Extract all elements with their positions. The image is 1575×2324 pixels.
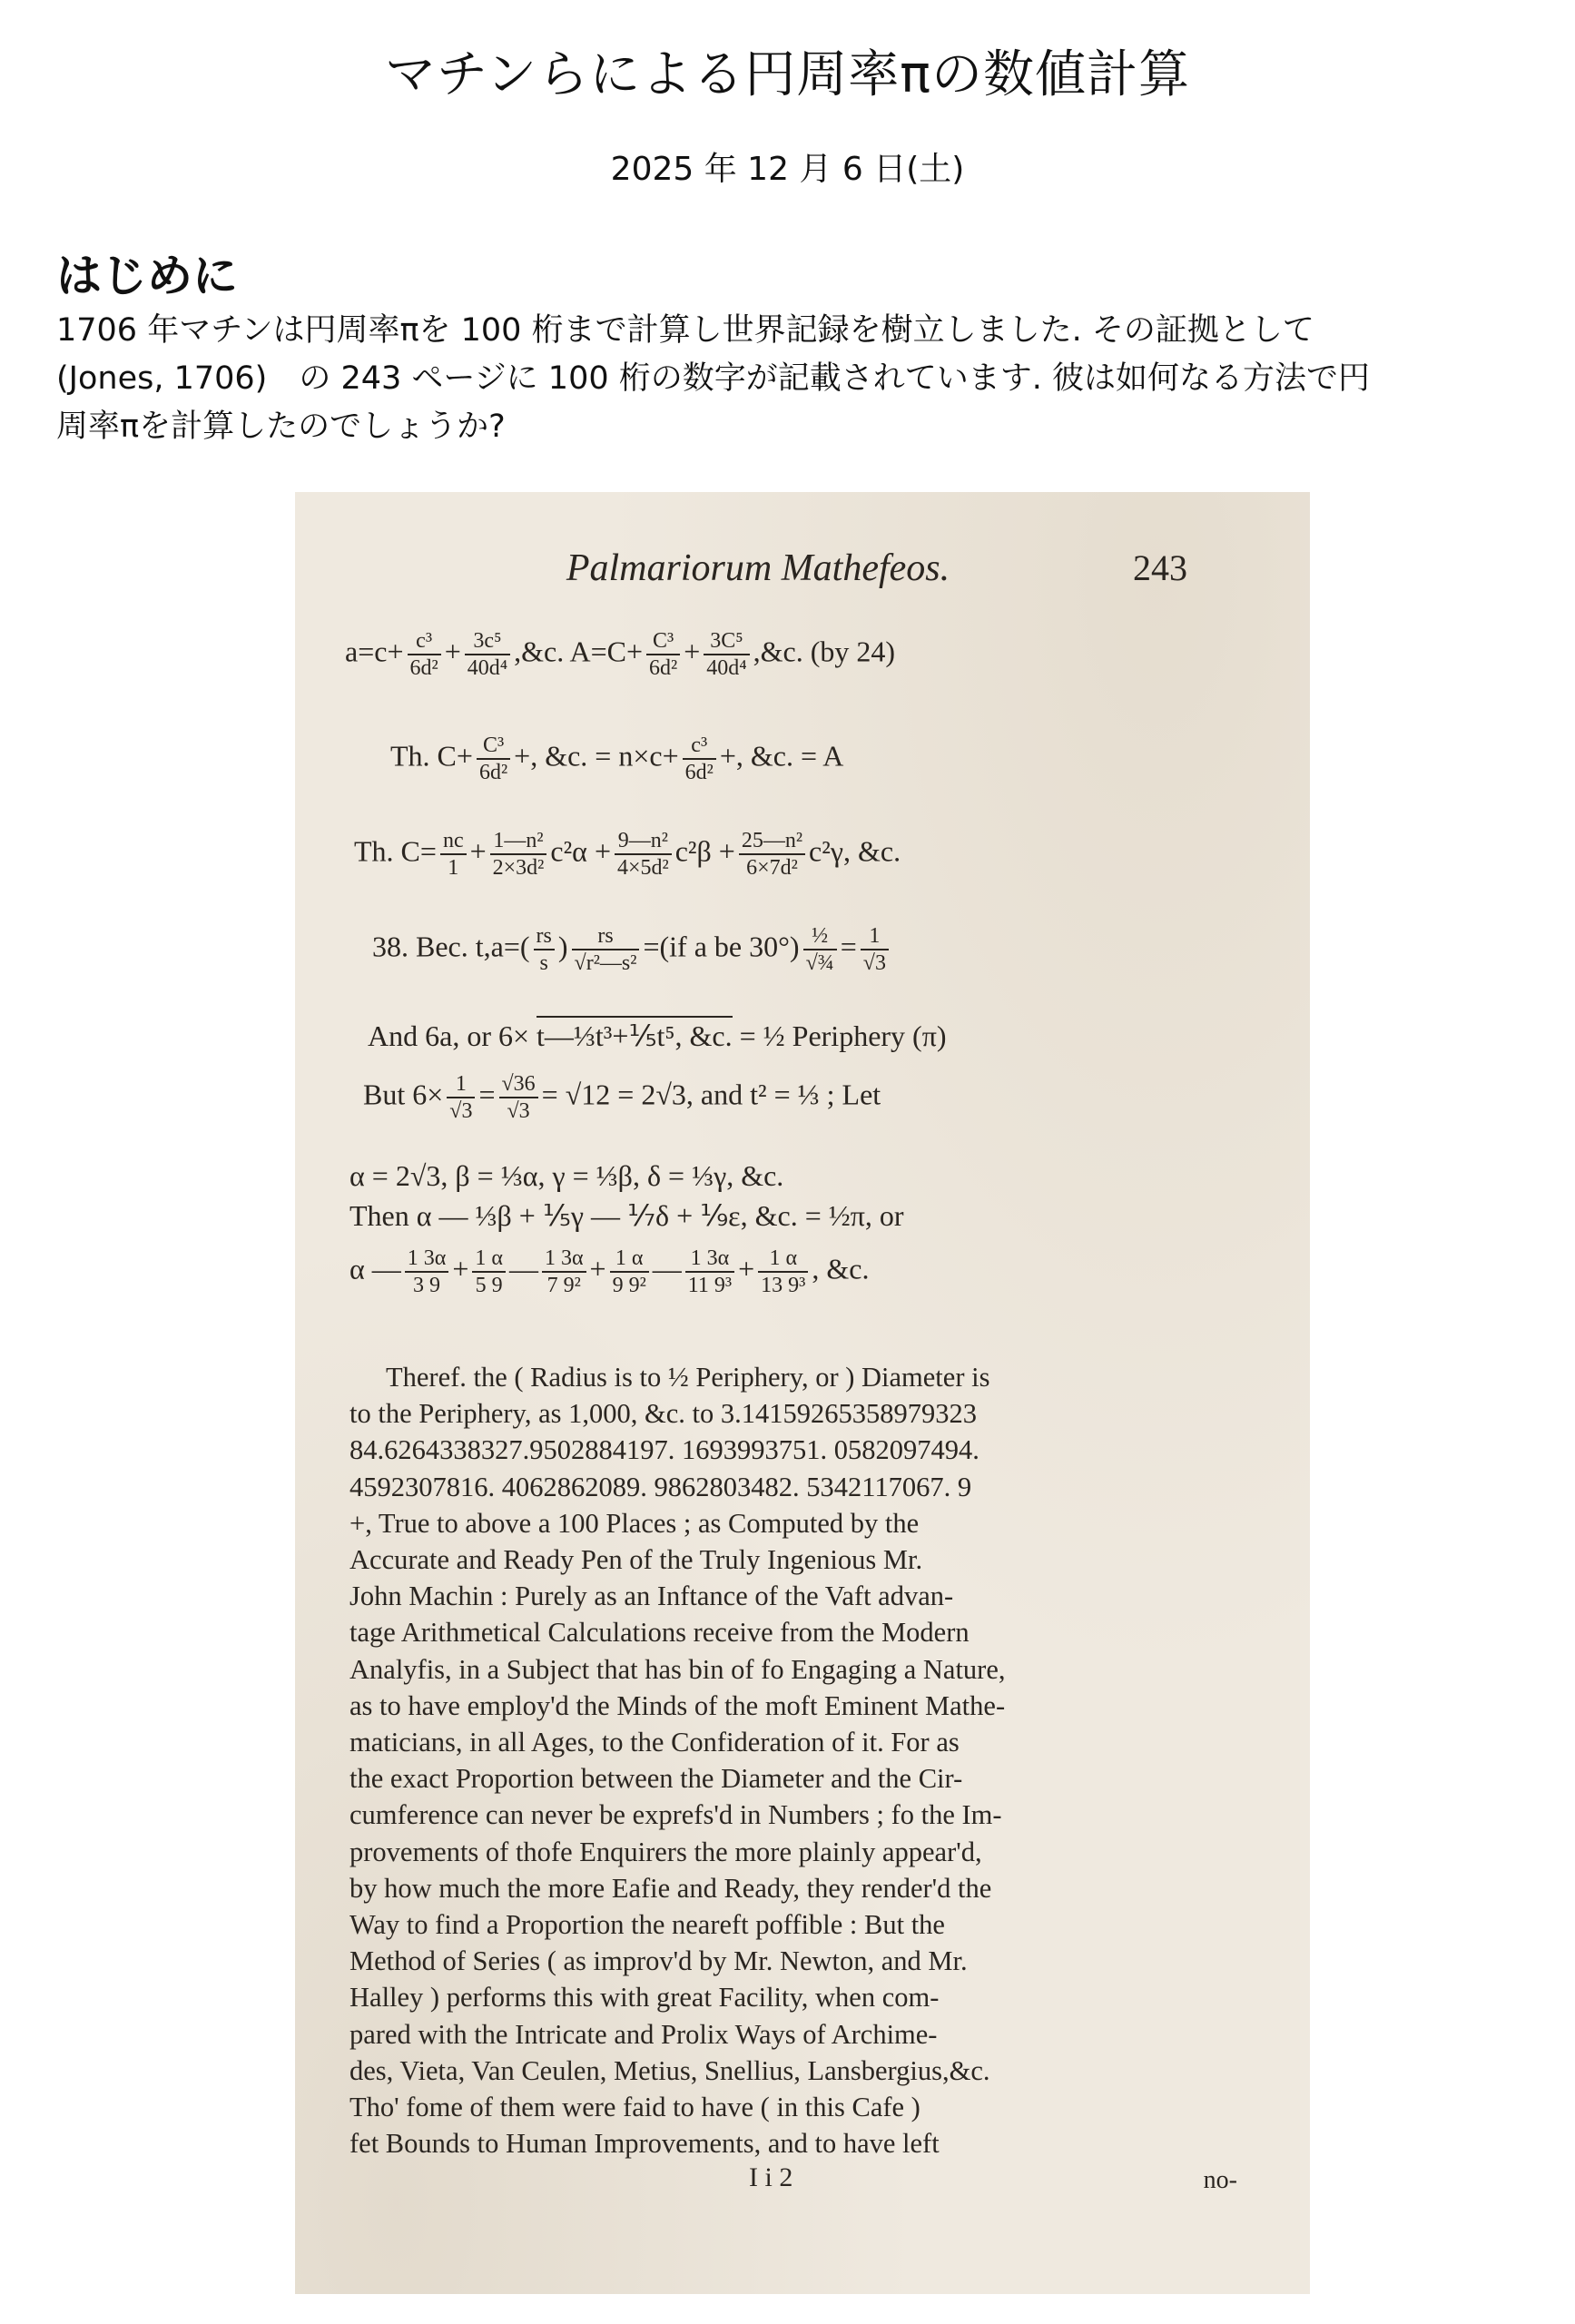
- numerator: c³: [408, 628, 441, 655]
- page-body-text: [349, 1359, 1257, 2162]
- denominator: 40d⁴: [706, 656, 747, 680]
- fraction: [465, 628, 510, 681]
- eq-text: = √12 = 2√3, and t² = ⅓ ; Let: [541, 1078, 881, 1111]
- fraction: [739, 828, 805, 881]
- body-line: pared with the Intricate and Prolix Ways of Archime-: [349, 2018, 938, 2050]
- equation-line-5: [368, 1019, 947, 1053]
- intro-line: 周率πを計算したのでしょうか?: [56, 409, 506, 445]
- eq-text: —: [652, 1252, 682, 1285]
- page-number: 243: [1133, 547, 1187, 588]
- body-line: 4592307816. 4062862089. 9862803482. 5342117067. 9: [349, 1471, 972, 1502]
- denominator: √r²—s²: [574, 951, 637, 975]
- fraction: [447, 1071, 475, 1124]
- fraction: [440, 828, 467, 881]
- intro-line: (Jones, 1706) の 243 ページに 100 桁の数字が記載されています. 彼は如何なる方法で円: [56, 360, 1370, 397]
- denominator: 6×7d²: [746, 856, 798, 880]
- eq-text: +, &c. = n×c+: [514, 739, 679, 773]
- denominator: 6d²: [684, 761, 714, 784]
- fraction: [542, 1246, 586, 1298]
- equation-line-9: [349, 1246, 869, 1298]
- eq-text: +: [738, 1252, 755, 1285]
- fraction: [685, 1246, 734, 1298]
- equation-line-7: [349, 1159, 783, 1193]
- fraction: [408, 628, 441, 681]
- numerator: 25—n²: [739, 828, 805, 855]
- denominator: 1: [448, 856, 459, 880]
- fraction: [477, 733, 510, 785]
- intro-paragraph: [56, 307, 1527, 451]
- numerator: 1—n²: [490, 828, 547, 855]
- numerator: 1: [447, 1071, 475, 1098]
- body-line: as to have employ'd the Minds of the moft Eminent Mathe-: [349, 1689, 1006, 1721]
- document-date: 2025 年 12 月 6 日(土): [610, 151, 965, 188]
- numerator: √36: [499, 1071, 538, 1098]
- eq-text: +: [469, 834, 487, 868]
- body-line: maticians, in all Ages, to the Confideration of it. For as: [349, 1727, 960, 1758]
- fraction: [490, 828, 547, 881]
- eq-text: +, &c. = A: [719, 739, 844, 773]
- body-line: the exact Proportion between the Diameter and the Cir-: [349, 1763, 963, 1795]
- running-title: Palmariorum Mathefeos.: [566, 547, 950, 589]
- fraction: [610, 1246, 649, 1298]
- numerator: 1: [861, 923, 889, 950]
- eq-text: 38. Bec. t,a=(: [372, 930, 530, 963]
- body-line: Theref. the ( Radius is to ½ Periphery, or ) Diameter is: [386, 1362, 990, 1393]
- page-footer: [295, 2162, 1310, 2199]
- numerator: C³: [646, 628, 680, 655]
- eq-text: And 6a, or 6×: [368, 1019, 530, 1052]
- fraction: [405, 1246, 449, 1298]
- numerator: 9—n²: [615, 828, 672, 855]
- numerator: rs: [534, 923, 555, 950]
- denominator: 7 9²: [546, 1274, 581, 1297]
- denominator: 9 9²: [612, 1274, 646, 1297]
- eq-text: ): [557, 930, 568, 963]
- eq-text: But 6×: [363, 1078, 444, 1111]
- body-line: +, True to above a 100 Places ; as Computed by the: [349, 1507, 920, 1539]
- eq-text: , &c.: [812, 1252, 870, 1285]
- fraction: [646, 628, 680, 681]
- numerator: 1 3α: [405, 1246, 449, 1273]
- intro-line: 1706 年マチンは円周率πを 100 桁まで計算し世界記録を樹立しました. その証拠として: [56, 312, 1314, 349]
- book-page-scan: [295, 492, 1310, 2294]
- numerator: c³: [683, 733, 716, 760]
- denominator: 6d²: [409, 656, 438, 680]
- eq-text: c²β +: [674, 834, 735, 868]
- body-line: provements of thofe Enquirers the more plainly appear'd,: [349, 1836, 982, 1867]
- fraction: [572, 923, 640, 976]
- denominator: 40d⁴: [467, 656, 508, 680]
- denominator: 13 9³: [761, 1274, 806, 1297]
- eq-text: = ½ Periphery (π): [739, 1019, 947, 1052]
- numerator: 1 α: [758, 1246, 808, 1273]
- section-heading: はじめに: [56, 250, 238, 302]
- catchword: no-: [1203, 2166, 1237, 2194]
- body-line: cumference can never be exprefs'd in Numbers ; fo the Im-: [349, 1799, 1002, 1831]
- equation-line-1: [345, 628, 895, 681]
- numerator: 1 3α: [542, 1246, 586, 1273]
- body-line: 84.6264338327.9502884197. 1693993751. 0582097494.: [349, 1434, 979, 1466]
- eq-text: c²γ, &c.: [809, 834, 901, 868]
- fraction: [615, 828, 672, 881]
- numerator: rs: [572, 923, 640, 950]
- denominator: √3: [449, 1099, 473, 1123]
- equation-line-3: [354, 828, 901, 881]
- eq-text: =: [478, 1078, 496, 1111]
- denominator: s: [539, 951, 548, 975]
- eq-text: α —: [349, 1252, 401, 1285]
- equation-line-4: [372, 923, 892, 976]
- body-line: John Machin : Purely as an Inftance of the Vaft advan-: [349, 1581, 954, 1612]
- signature-mark: I i 2: [749, 2162, 793, 2192]
- denominator: 5 9: [475, 1274, 503, 1297]
- fraction: [472, 1246, 506, 1298]
- eq-text: ,&c. A=C+: [514, 635, 643, 668]
- fraction: [534, 923, 555, 976]
- denominator: √3: [507, 1099, 530, 1123]
- eq-text: c²α +: [550, 834, 611, 868]
- eq-text: +: [684, 635, 701, 668]
- equation-line-8: [349, 1198, 904, 1233]
- numerator: 3c⁵: [465, 628, 510, 655]
- body-line: by how much the more Eafie and Ready, they render'd the: [349, 1872, 992, 1904]
- fraction: [704, 628, 749, 681]
- page-header: [295, 547, 1310, 592]
- equation-line-2: [390, 733, 843, 785]
- eq-text: +: [444, 635, 461, 668]
- eq-text: Then α — ⅓β + ⅕γ — ⅐δ + ⅑ε, &c. = ½π, or: [349, 1199, 904, 1232]
- numerator: 1 α: [610, 1246, 649, 1273]
- body-line: Accurate and Ready Pen of the Truly Ingenious Mr.: [349, 1544, 923, 1576]
- eq-text: a=c+: [345, 635, 404, 668]
- fraction: [683, 733, 716, 785]
- body-line: Analyfis, in a Subject that has bin of fo Engaging a Nature,: [349, 1653, 1006, 1685]
- eq-text: +: [589, 1252, 606, 1285]
- body-line: fet Bounds to Human Improvements, and to have left: [349, 2128, 940, 2160]
- denominator: 6d²: [478, 761, 508, 784]
- numerator: 1 α: [472, 1246, 506, 1273]
- eq-series: t—⅓t³+⅕t⁵, &c.: [536, 1016, 733, 1052]
- body-line: Tho' fome of them were faid to have ( in this Cafe ): [349, 2092, 920, 2123]
- body-line: Halley ) performs this with great Facility, when com-: [349, 1982, 940, 2014]
- denominator: 3 9: [413, 1274, 441, 1297]
- numerator: C³: [477, 733, 510, 760]
- numerator: 3C⁵: [704, 628, 749, 655]
- body-line: Way to find a Proportion the neareft poffible : But the: [349, 1909, 945, 1941]
- denominator: 6d²: [649, 656, 678, 680]
- fraction: [499, 1071, 538, 1124]
- denominator: 2×3d²: [492, 856, 545, 880]
- body-line: to the Periphery, as 1,000, &c. to 3.14159265358979323: [349, 1398, 977, 1430]
- fraction: [758, 1246, 808, 1298]
- document-title: マチンらによる円周率πの数値計算: [385, 45, 1190, 104]
- denominator: 4×5d²: [616, 856, 669, 880]
- fraction: [861, 923, 889, 976]
- eq-text: =(if a be 30°): [643, 930, 800, 963]
- numerator: 1 3α: [685, 1246, 734, 1273]
- numerator: nc: [440, 828, 467, 855]
- denominator: 11 9³: [687, 1274, 733, 1297]
- body-line: tage Arithmetical Calculations receive from the Modern: [349, 1617, 970, 1649]
- eq-text: α = 2√3, β = ⅓α, γ = ⅓β, δ = ⅓γ, &c.: [349, 1159, 784, 1192]
- numerator: ½: [803, 923, 837, 950]
- denominator: √3: [862, 951, 886, 975]
- denominator: √¾: [805, 951, 834, 975]
- eq-text: Th. C=: [354, 834, 437, 868]
- fraction: [803, 923, 837, 976]
- eq-text: —: [508, 1252, 538, 1285]
- body-line: des, Vieta, Van Ceulen, Metius, Snellius, Lansbergius,&c.: [349, 2054, 990, 2086]
- eq-text: ,&c. (by 24): [753, 635, 896, 668]
- eq-text: Th. C+: [390, 739, 473, 773]
- eq-text: +: [452, 1252, 469, 1285]
- equation-line-6: [363, 1071, 881, 1124]
- body-line: Method of Series ( as improv'd by Mr. Newton, and Mr.: [349, 1945, 968, 1977]
- eq-text: =: [840, 930, 857, 963]
